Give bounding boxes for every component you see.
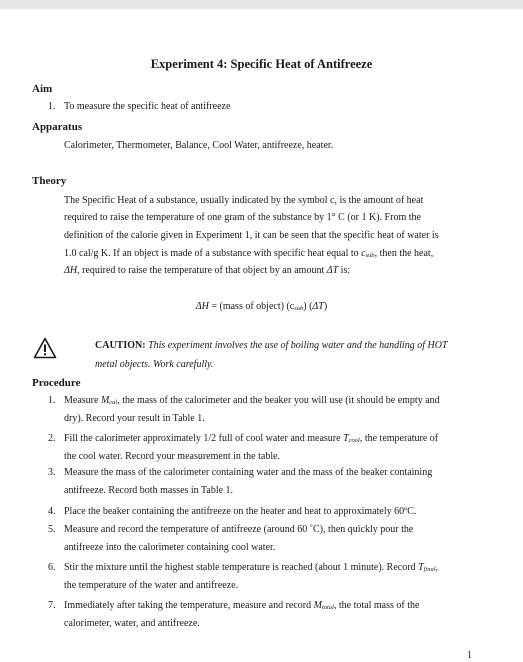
formula-delta-t: ΔT	[312, 301, 324, 312]
procedure-step-text: Measure the mass of the calorimeter containing water and the mass of the beaker containing	[64, 467, 433, 478]
aim-heading: Aim	[32, 83, 53, 95]
theory-line-2: required to raise the temperature of one gram of the substance by 1° C (or 1 K). From the	[64, 212, 421, 223]
aim-item-number: 1.	[48, 101, 56, 112]
procedure-step-text: Place the beaker containing the antifreeze on the heater and heat to approximately 60ºC.	[64, 506, 417, 517]
procedure-step-number: 3.	[48, 467, 56, 478]
procedure-step-text: Immediately after taking the temperature, measure and record M	[64, 600, 322, 611]
formula-lhs: ΔH	[195, 301, 209, 312]
procedure-step-line-2: antifreeze. Record both masses in Table 1.	[64, 485, 234, 496]
caution-line-2: metal objects. Work carefully.	[95, 359, 214, 370]
procedure-step-line-2: antifreeze into the calorimeter containing cool water.	[64, 542, 276, 553]
procedure-step-text-end: ,	[435, 562, 439, 573]
procedure-step-number: 2.	[48, 433, 56, 444]
aim-item-text: To measure the specific heat of antifreeze	[64, 101, 231, 112]
theory-line-3: definition of the calorie given in Experiment 1, it can be seen that the specific heat of water is	[64, 230, 439, 241]
procedure-step-line-1	[64, 506, 416, 518]
caution-line-1	[95, 340, 447, 352]
procedure-heading: Procedure	[32, 377, 81, 389]
procedure-step-text-end: , the temperature of	[359, 433, 439, 444]
theory-line-5: ΔH, required to raise the temperature of that object by an amount ΔT is:	[64, 265, 351, 276]
procedure-step-text: Stir the mixture until the highest stable temperature is reached (about 1 minute). Record T	[64, 562, 424, 573]
procedure-step-number: 4.	[48, 506, 56, 517]
procedure-step-line-1	[64, 433, 438, 445]
procedure-step-text-end: , the mass of the calorimeter and the beaker you will use (it should be empty and	[117, 395, 440, 406]
procedure-step-line-1	[64, 600, 419, 612]
warning-icon	[33, 337, 57, 359]
procedure-step-subscript: total	[321, 604, 334, 611]
top-bar	[0, 0, 523, 9]
theory-line-4-text: 1.0 cal/g K. If an object is made of a substance with specific heat equal to c	[64, 248, 366, 259]
formula-sub: sub	[294, 305, 304, 312]
procedure-step-number: 7.	[48, 600, 56, 611]
procedure-step-subscript: cool	[348, 437, 360, 444]
procedure-step-line-1	[64, 467, 432, 479]
procedure-step-line-2: the temperature of the water and antifreeze.	[64, 580, 239, 591]
procedure-step-line-1	[64, 524, 413, 536]
formula-after-sub: ) (	[303, 301, 313, 312]
procedure-step-line-1	[64, 395, 440, 407]
procedure-step-number: 5.	[48, 524, 56, 535]
procedure-step-line-2: the cool water. Record your measurement in the table.	[64, 451, 281, 462]
theory-line-4	[64, 248, 433, 260]
caution-text-1: This experiment involves the use of boiling water and the handling of HOT	[145, 340, 448, 351]
procedure-step-text: Measure M	[64, 395, 110, 406]
procedure-step-text: Measure and record the temperature of antifreeze (around 60 ˚C), then quickly pour the	[64, 524, 414, 535]
formula-middle: = (mass of object) (c	[208, 301, 295, 312]
procedure-step-number: 1.	[48, 395, 56, 406]
procedure-step-line-2: dry). Record your result in Table 1.	[64, 413, 205, 424]
heat-formula	[0, 301, 523, 313]
procedure-step-subscript: final	[423, 566, 436, 573]
page-title: Experiment 4: Specific Heat of Antifreeze	[150, 57, 373, 71]
document-page	[0, 9, 523, 662]
page-number: 1	[467, 650, 472, 661]
procedure-step-text-end: , the total mass of the	[333, 600, 420, 611]
procedure-step-text: Fill the calorimeter approximately 1/2 full of cool water and measure T	[64, 433, 349, 444]
procedure-step-number: 6.	[48, 562, 56, 573]
procedure-step-line-2: calorimeter, water, and antifreeze.	[64, 618, 200, 629]
formula-end: )	[323, 301, 328, 312]
apparatus-heading: Apparatus	[32, 121, 83, 133]
theory-heading: Theory	[32, 175, 67, 187]
procedure-step-subscript: cal	[109, 399, 118, 406]
procedure-step-line-1	[64, 562, 438, 574]
caution-label: CAUTION:	[95, 340, 146, 351]
theory-line-1: The Specific Heat of a substance, usually indicated by the symbol c, is the amount of heat	[64, 195, 424, 206]
apparatus-text: Calorimeter, Thermometer, Balance, Cool Water, antifreeze, heater.	[64, 140, 334, 151]
theory-line-4-sub: sub	[365, 252, 375, 259]
theory-line-4-end: , then the heat,	[374, 248, 434, 259]
